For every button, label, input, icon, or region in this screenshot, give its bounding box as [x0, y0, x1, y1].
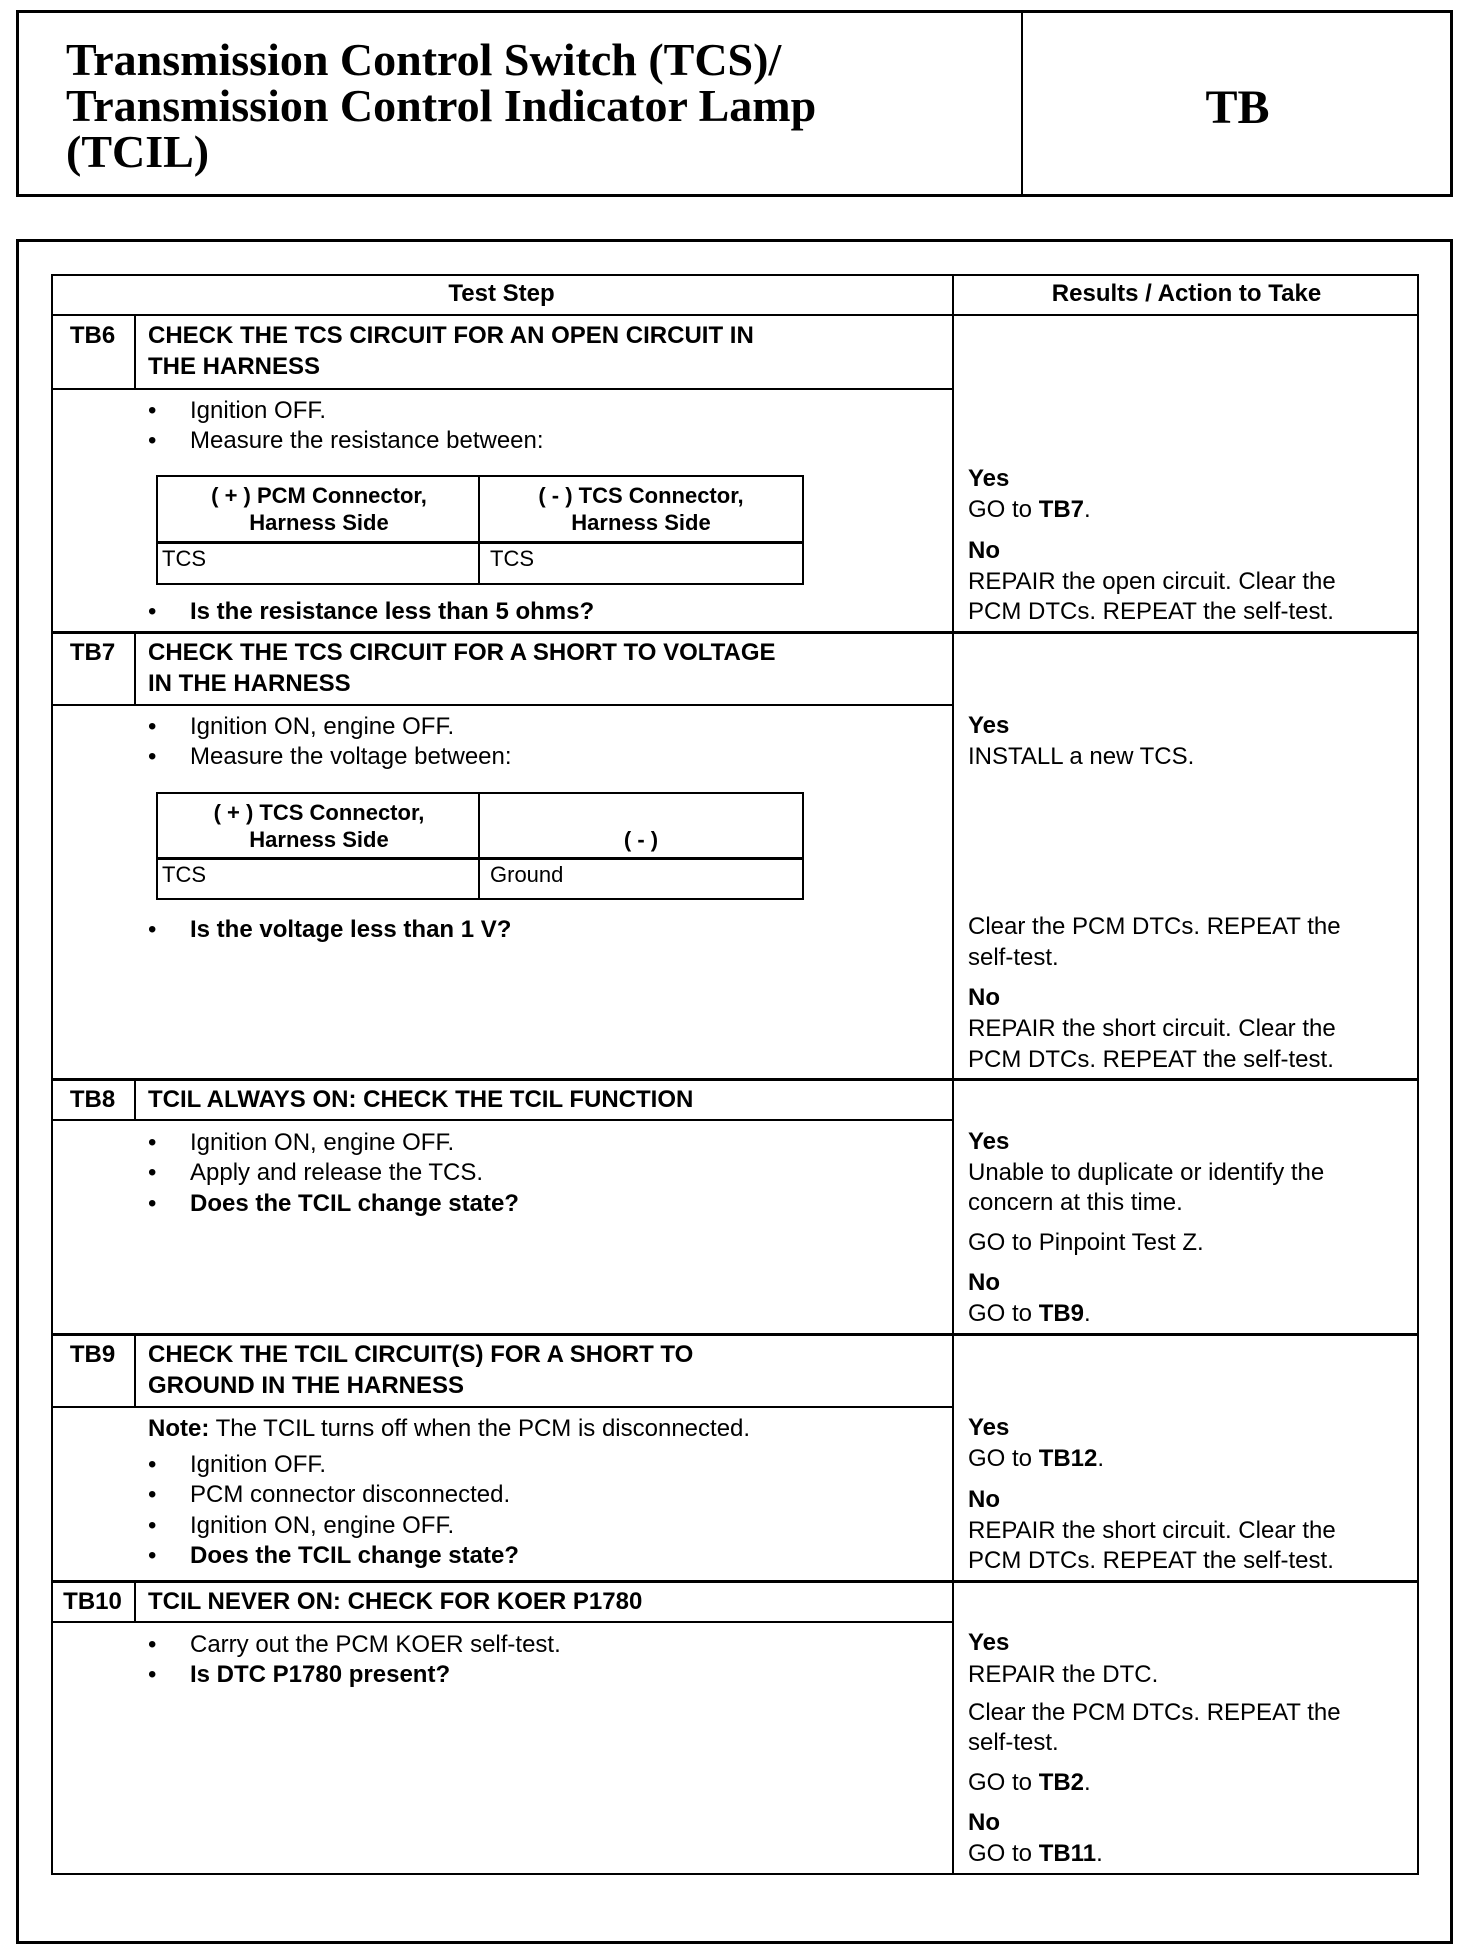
step-id-divider	[134, 632, 136, 705]
step-title: IN THE HARNESS	[148, 670, 351, 697]
step-reference[interactable]: TB11	[1038, 1840, 1097, 1867]
result-action	[968, 1444, 1104, 1474]
text: Yes	[968, 465, 1010, 492]
text: Clear the PCM DTCs. REPEAT the	[968, 913, 1341, 940]
measurement-header: ( - )	[623, 827, 659, 852]
text: GO to	[968, 1445, 1039, 1472]
instruction	[190, 742, 512, 772]
step-id: TB7	[69, 639, 116, 666]
text: self-test.	[968, 944, 1059, 971]
bullet-icon: •	[148, 1129, 157, 1156]
text: Clear the PCM DTCs. REPEAT the	[968, 1699, 1341, 1726]
column-divider	[952, 274, 954, 1875]
result-action	[968, 1299, 1091, 1329]
page-title-line-2: Transmission Control Indicator Lamp	[66, 80, 817, 131]
step-id-divider	[134, 315, 136, 389]
measurement-header: ( + ) PCM Connector,	[211, 483, 427, 508]
instruction	[190, 1630, 561, 1660]
instruction	[190, 1511, 454, 1541]
text: .	[1084, 1769, 1091, 1796]
text: PCM DTCs. REPEAT the self-test.	[968, 1547, 1334, 1574]
step-id-divider	[134, 1581, 136, 1622]
text: Unable to duplicate or identify the	[968, 1159, 1325, 1186]
result-action	[968, 597, 1334, 627]
text: GO to	[968, 1840, 1039, 1867]
text: REPAIR the short circuit. Clear the	[968, 1517, 1336, 1544]
measurement-value: TCS	[162, 862, 206, 887]
page-title-line-3: (TCIL)	[66, 126, 210, 177]
text: INSTALL a new TCS.	[968, 743, 1195, 770]
text: Yes	[968, 1629, 1010, 1656]
result-action	[968, 495, 1091, 525]
text: Ignition OFF.	[190, 1451, 327, 1478]
text: Ignition ON, engine OFF.	[190, 713, 455, 740]
result-action	[968, 1014, 1336, 1044]
instruction	[190, 1158, 483, 1188]
text: Is the resistance less than 5 ohms?	[190, 598, 595, 625]
text: Is DTC P1780 present?	[190, 1661, 451, 1688]
instruction	[190, 1480, 510, 1510]
result-action	[968, 912, 1341, 942]
result-action	[968, 1546, 1334, 1576]
instruction	[190, 915, 511, 945]
text: Measure the resistance between:	[190, 427, 544, 454]
text: No	[968, 537, 1000, 564]
text: Apply and release the TCS.	[190, 1159, 484, 1186]
result-action	[968, 1728, 1059, 1758]
text: self-test.	[968, 1729, 1059, 1756]
text: PCM DTCs. REPEAT the self-test.	[968, 598, 1334, 625]
text: GO to Pinpoint Test Z.	[968, 1229, 1204, 1256]
text: The TCIL turns off when the PCM is disconnected.	[209, 1415, 751, 1442]
instruction	[190, 1660, 450, 1690]
step-id-divider	[134, 1334, 136, 1407]
step-id: TB8	[69, 1086, 116, 1113]
title-row-border	[51, 1119, 952, 1121]
title-row-border	[51, 704, 952, 706]
result-label	[968, 1413, 1009, 1443]
text: No	[968, 1486, 1000, 1513]
result-label	[968, 536, 1000, 566]
text: Does the TCIL change state?	[190, 1542, 519, 1569]
text: .	[1084, 496, 1091, 523]
row-border	[51, 1333, 1419, 1336]
instruction	[190, 1128, 454, 1158]
result-action	[968, 1839, 1103, 1869]
bullet-icon: •	[148, 1481, 157, 1508]
text: Does the TCIL change state?	[190, 1190, 519, 1217]
result-action	[968, 567, 1336, 597]
row-border	[51, 1580, 1419, 1583]
text: REPAIR the open circuit. Clear the	[968, 568, 1336, 595]
text: Yes	[968, 712, 1010, 739]
row-border	[51, 631, 1419, 634]
step-title: CHECK THE TCS CIRCUIT FOR AN OPEN CIRCUIT IN	[148, 322, 754, 349]
text: Carry out the PCM KOER self-test.	[190, 1631, 561, 1658]
bullet-icon: •	[148, 1631, 157, 1658]
result-action	[968, 1768, 1091, 1798]
step-id: TB6	[69, 322, 116, 349]
result-label	[968, 1628, 1009, 1658]
result-action	[968, 943, 1059, 973]
step-title: THE HARNESS	[148, 353, 321, 380]
result-label	[968, 1127, 1009, 1157]
measurement-value: TCS	[162, 546, 206, 571]
text: Ignition OFF.	[190, 397, 327, 424]
section-code: TB	[1205, 81, 1270, 134]
bullet-icon: •	[148, 743, 157, 770]
bullet-icon: •	[148, 1159, 157, 1186]
instruction	[190, 712, 454, 742]
result-action	[968, 1045, 1334, 1075]
bullet-icon: •	[148, 916, 157, 943]
instruction	[190, 1541, 519, 1571]
step-reference[interactable]: TB9	[1038, 1300, 1085, 1327]
measurement-header: Harness Side	[249, 827, 389, 852]
text: GO to	[968, 1769, 1039, 1796]
measurement-value: TCS	[490, 546, 534, 571]
text: REPAIR the DTC.	[968, 1661, 1159, 1688]
step-reference[interactable]: TB2	[1038, 1769, 1085, 1796]
step-title: CHECK THE TCIL CIRCUIT(S) FOR A SHORT TO	[148, 1341, 694, 1368]
text: Ignition ON, engine OFF.	[190, 1512, 455, 1539]
bullet-icon: •	[148, 1451, 157, 1478]
step-title: CHECK THE TCS CIRCUIT FOR A SHORT TO VOLTAGE	[148, 639, 776, 666]
step-reference[interactable]: TB12	[1038, 1445, 1098, 1472]
col-header-test-step: Test Step	[448, 280, 555, 307]
row-border	[51, 1078, 1419, 1081]
result-action	[968, 1698, 1341, 1728]
result-action	[968, 1660, 1158, 1690]
result-label	[968, 1808, 1000, 1838]
result-label	[968, 711, 1009, 741]
measurement-header: ( + ) TCS Connector,	[213, 800, 425, 825]
text: No	[968, 1809, 1000, 1836]
result-label	[968, 464, 1009, 494]
text: GO to	[968, 1300, 1039, 1327]
result-action	[968, 742, 1194, 772]
bullet-icon: •	[148, 397, 157, 424]
text: .	[1097, 1445, 1105, 1472]
page-title-line-1: Transmission Control Switch (TCS)/	[66, 34, 782, 85]
bullet-icon: •	[148, 598, 157, 625]
instruction	[190, 426, 544, 456]
result-label	[968, 983, 1000, 1013]
bullet-icon: •	[148, 713, 157, 740]
result-action	[968, 1158, 1324, 1188]
instruction	[190, 396, 326, 426]
text: Is the voltage less than 1 V?	[190, 916, 512, 943]
measurement-header: Harness Side	[571, 510, 711, 535]
measurement-header-border	[156, 857, 804, 860]
instruction	[190, 1450, 326, 1480]
text: Measure the voltage between:	[190, 743, 512, 770]
bullet-icon: •	[148, 1512, 157, 1539]
text: No	[968, 984, 1000, 1011]
measurement-value: Ground	[490, 862, 564, 887]
text: PCM DTCs. REPEAT the self-test.	[968, 1046, 1334, 1073]
title-row-border	[51, 1406, 952, 1408]
result-label	[968, 1268, 1000, 1298]
text: GO to	[968, 496, 1039, 523]
text: concern at this time.	[968, 1189, 1183, 1216]
measurement-header-border	[156, 541, 804, 544]
note-label: Note:	[148, 1415, 210, 1442]
text: Yes	[968, 1414, 1010, 1441]
text: .	[1084, 1300, 1091, 1327]
text: PCM connector disconnected.	[190, 1481, 511, 1508]
step-title: TCIL NEVER ON: CHECK FOR KOER P1780	[148, 1588, 643, 1615]
result-action	[968, 1516, 1336, 1546]
title-row-border	[51, 1621, 952, 1623]
instruction	[190, 1189, 519, 1219]
bullet-icon: •	[148, 1190, 157, 1217]
text: Ignition ON, engine OFF.	[190, 1129, 455, 1156]
text: No	[968, 1269, 1000, 1296]
col-header-results: Results / Action to Take	[1051, 280, 1322, 307]
step-title: GROUND IN THE HARNESS	[148, 1372, 465, 1399]
measurement-header: ( - ) TCS Connector,	[538, 483, 744, 508]
bullet-icon: •	[148, 1542, 157, 1569]
result-label	[968, 1485, 1000, 1515]
title-row-border	[51, 388, 952, 390]
step-reference[interactable]: TB7	[1038, 496, 1085, 523]
result-action	[968, 1228, 1204, 1258]
step-id: TB10	[63, 1588, 122, 1615]
bullet-icon: •	[148, 427, 157, 454]
bullet-icon: •	[148, 1661, 157, 1688]
step-id: TB9	[69, 1341, 116, 1368]
step-id-divider	[134, 1079, 136, 1120]
step-title: TCIL ALWAYS ON: CHECK THE TCIL FUNCTION	[148, 1086, 694, 1113]
text: Yes	[968, 1128, 1010, 1155]
note	[148, 1414, 750, 1444]
text: REPAIR the short circuit. Clear the	[968, 1015, 1336, 1042]
text: .	[1096, 1840, 1103, 1867]
instruction	[190, 597, 594, 627]
measurement-header: Harness Side	[249, 510, 389, 535]
result-action	[968, 1188, 1183, 1218]
header-row-border	[51, 314, 1419, 316]
